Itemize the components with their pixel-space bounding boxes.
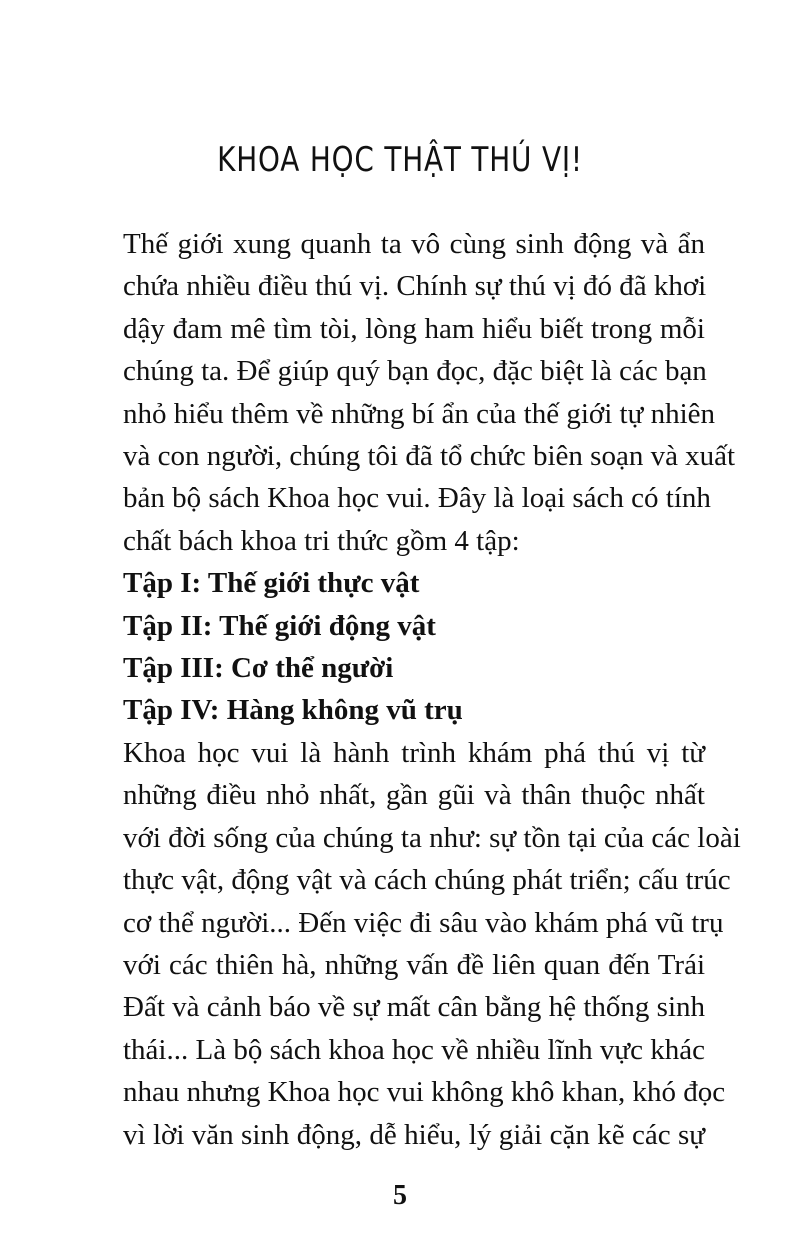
page-title: KHOA HỌC THẬT THÚ VỊ! [217, 140, 583, 180]
text-line: với các thiên hà, những vấn đề liên quan đến Trái [123, 948, 705, 981]
text-line: với đời sống của chúng ta như: sự tồn tại của các loài [123, 821, 741, 854]
text-line: dậy đam mê tìm tòi, lòng ham hiểu biết trong mỗi [123, 312, 705, 345]
text-line: bản bộ sách Khoa học vui. Đây là loại sách có tính [123, 482, 711, 515]
text-line: thái... Là bộ sách khoa học về nhiều lĩnh vực khác [123, 1033, 705, 1066]
volume-item: Tập IV: Hàng không vũ trụ [123, 694, 463, 727]
body-text [123, 223, 741, 1156]
text-line: nhỏ hiểu thêm về những bí ẩn của thế giới tự nhiên [123, 397, 716, 430]
text-line: chất bách khoa tri thức gồm 4 tập: [123, 524, 520, 557]
volume-item: Tập III: Cơ thể người [123, 652, 394, 685]
text-line: Đất và cảnh báo về sự mất cân bằng hệ thống sinh [123, 991, 705, 1024]
text-line: chúng ta. Để giúp quý bạn đọc, đặc biệt là các bạn [123, 355, 707, 388]
text-line: nhau nhưng Khoa học vui không khô khan, khó đọc [123, 1076, 726, 1109]
text-line: và con người, chúng tôi đã tổ chức biên soạn và xuất [123, 440, 736, 473]
text-line: Thế giới xung quanh ta vô cùng sinh động và ẩn [123, 228, 705, 260]
text-line: vì lời văn sinh động, dễ hiểu, lý giải cặn kẽ các sự [123, 1118, 705, 1151]
volume-item: Tập II: Thế giới động vật [123, 609, 436, 642]
text-line: Khoa học vui là hành trình khám phá thú vị từ [123, 736, 705, 769]
text-line: những điều nhỏ nhất, gần gũi và thân thuộc nhất [123, 779, 705, 812]
text-line: thực vật, động vật và cách chúng phát triển; cấu trúc [123, 864, 731, 897]
text-line: cơ thể người... Đến việc đi sâu vào khám phá vũ trụ [123, 906, 724, 939]
volume-item: Tập I: Thế giới thực vật [123, 567, 420, 600]
page-number: 5 [393, 1180, 407, 1211]
text-line: chứa nhiều điều thú vị. Chính sự thú vị đó đã khơi [123, 270, 707, 303]
